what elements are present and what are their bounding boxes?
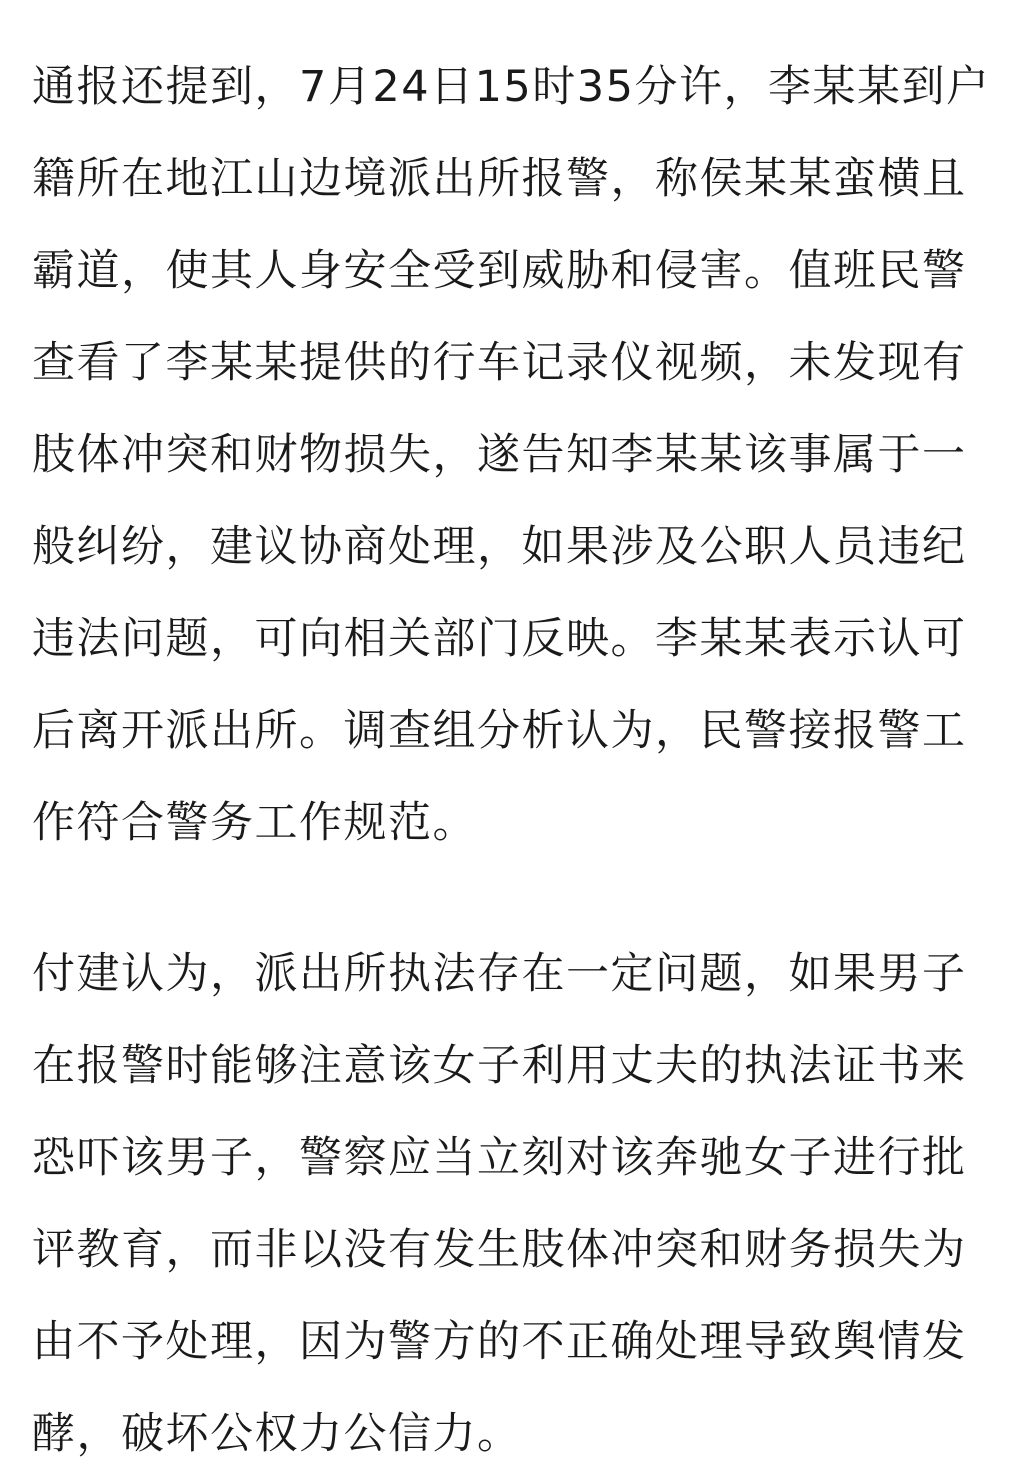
text-line: 后离开派出所。调查组分析认为，民警接报警工 [32, 706, 967, 756]
text-line: 般纠纷，建议协商处理，如果涉及公职人员违纪 [32, 522, 967, 572]
text-line: 在报警时能够注意该女子利用丈夫的执法证书来 [32, 1041, 967, 1091]
text-line: 查看了李某某提供的行车记录仪视频，未发现有 [32, 338, 967, 388]
text-line: 违法问题，可向相关部门反映。李某某表示认可 [32, 614, 967, 664]
text-line: 恐吓该男子，警察应当立刻对该奔驰女子进行批 [32, 1133, 967, 1183]
text-line: 由不予处理，因为警方的不正确处理导致舆情发 [32, 1317, 967, 1367]
text-line: 酵，破坏公权力公信力。 [32, 1409, 522, 1459]
text-line: 肢体冲突和财物损失，遂告知李某某该事属于一 [32, 430, 967, 480]
text-line: 籍所在地江山边境派出所报警，称侯某某蛮横且 [32, 154, 967, 204]
text-line: 霸道，使其人身安全受到威胁和侵害。值班民警 [32, 246, 967, 296]
text-line: 通报还提到，7月24日15时35分许，李某某到户 [32, 62, 991, 112]
paragraph-2 [32, 928, 967, 1480]
paragraph-1 [32, 41, 991, 869]
text-line: 评教育，而非以没有发生肢体冲突和财务损失为 [32, 1225, 967, 1275]
text-line: 作符合警务工作规范。 [32, 798, 477, 848]
text-line: 付建认为，派出所执法存在一定问题，如果男子 [32, 949, 967, 999]
